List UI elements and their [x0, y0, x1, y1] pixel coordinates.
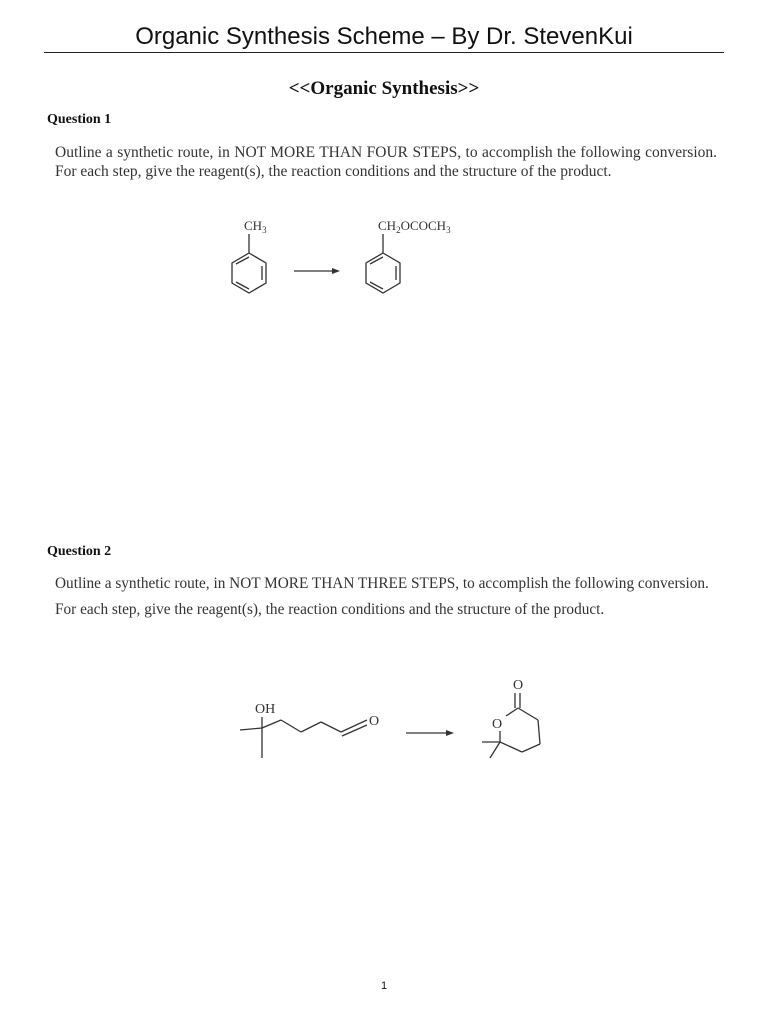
- hydroxy-aldehyde-structure: [234, 696, 394, 762]
- document-title: <<Organic Synthesis>>: [288, 78, 480, 99]
- acetoxymethyl-label: $CH_2OCOCH_3$: [378, 218, 451, 235]
- reaction-arrow-2: [404, 728, 456, 738]
- methyl-label: $CH_3$: [244, 218, 267, 235]
- aldehyde-oxygen-label: O: [369, 714, 380, 729]
- carbonyl-oxygen-label: O: [513, 678, 524, 693]
- lactone-structure: [474, 674, 554, 762]
- ring-oxygen-label: O: [492, 717, 503, 732]
- reaction-arrow-1: [292, 266, 342, 276]
- toluene-structure: [222, 218, 282, 300]
- question-1-label: Question 1: [47, 112, 112, 127]
- page-number: 1: [380, 980, 388, 992]
- hydroxyl-label: OH: [255, 702, 276, 717]
- question-2-label: Question 2: [47, 544, 112, 559]
- question-1-text: Outline a synthetic route, in NOT MORE THAN FOUR STEPS, to accomplish the following conversion. For each step, give the reagent(s), the reaction conditions and the structure of the product.: [55, 144, 717, 180]
- benzyl-acetate-structure: [360, 218, 480, 300]
- question-2-text: Outline a synthetic route, in NOT MORE THAN THREE STEPS, to accomplish the following conversion. For each step, give the reagent(s), the reaction conditions and the structure of the product.: [55, 575, 709, 618]
- page-header: Organic Synthesis Scheme – By Dr. StevenKui: [44, 22, 724, 53]
